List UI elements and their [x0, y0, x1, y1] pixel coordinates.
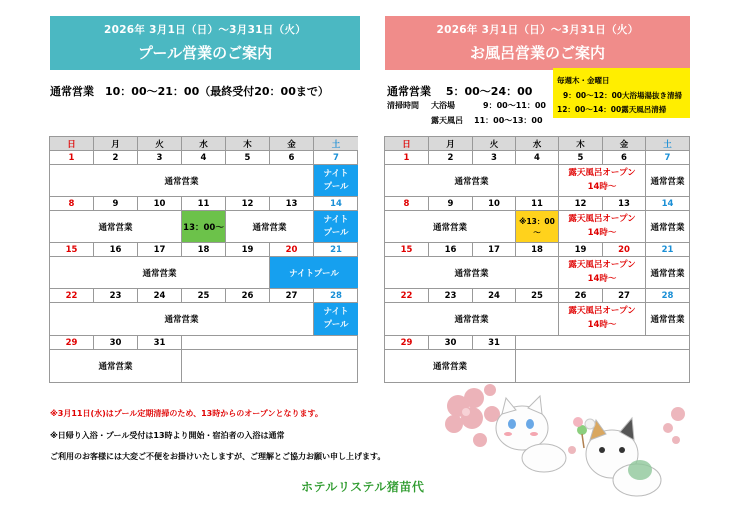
day-number: 21	[314, 243, 358, 257]
day-number: 10	[138, 197, 182, 211]
day-number: 24	[138, 289, 182, 303]
roten-label-a: 露天風呂オープン	[568, 213, 636, 224]
day-number: 31	[138, 336, 182, 350]
pool-banner	[50, 16, 360, 70]
weekday-mon: 月	[429, 137, 473, 151]
night-pool-cell	[314, 165, 358, 197]
weekday-thu: 木	[559, 137, 603, 151]
day-number: 17	[138, 243, 182, 257]
weekday-thu: 木	[226, 137, 270, 151]
day-number: 6	[603, 151, 646, 165]
day-number: 31	[473, 336, 516, 350]
bath-normal-span: 通常営業	[385, 165, 559, 197]
note-pool-cleaning: ※3月11日(水)はプール定期清掃のため、13時からのオープンとなります。	[50, 409, 323, 418]
weekday-mon: 月	[94, 137, 138, 151]
pool-normal-span: 通常営業	[50, 257, 270, 289]
day-number: 22	[50, 289, 94, 303]
roten-label-b: 14時～	[587, 320, 617, 330]
day-number: 7	[646, 151, 689, 165]
day-number: 16	[429, 243, 473, 257]
day-number: 25	[516, 289, 559, 303]
day-number: 20	[270, 243, 314, 257]
day-number: 20	[603, 243, 646, 257]
bath-normal-span: 通常営業	[385, 350, 516, 382]
bath-normal-span: 通常営業	[646, 303, 689, 336]
note-reception: ※日帰り入浴・プール受付は13時より開始・宿泊者の入浴は通常	[50, 431, 285, 440]
roten-open-cell	[559, 165, 646, 197]
bath-date-range: 2026年 3月1日（日）～3月31日（火）	[436, 24, 639, 36]
pool-hours: 通常営業 10：00～21：00（最終受付20：00まで）	[50, 85, 329, 98]
pool-date-range: 2026年 3月1日（日）～3月31日（火）	[103, 24, 306, 36]
day-number: 8	[385, 197, 429, 211]
day-number: 26	[226, 289, 270, 303]
day-number: 5	[559, 151, 603, 165]
night-label-a: ナイト	[323, 214, 349, 225]
day-number: 30	[429, 336, 473, 350]
day-number: 6	[270, 151, 314, 165]
day-number: 29	[385, 336, 429, 350]
day-number: 9	[94, 197, 138, 211]
day-number: 25	[182, 289, 226, 303]
empty-cell	[182, 350, 358, 382]
day-number: 18	[182, 243, 226, 257]
day-number: 21	[646, 243, 689, 257]
roten-label-a: 露天風呂オープン	[568, 259, 636, 270]
pool-normal-span: 通常営業	[50, 350, 182, 382]
day-number: 29	[50, 336, 94, 350]
day-number: 27	[270, 289, 314, 303]
pool-normal-span: 通常営業	[50, 211, 182, 243]
day-number: 19	[559, 243, 603, 257]
day-number: 13	[270, 197, 314, 211]
day-number: 13	[603, 197, 646, 211]
bath-late-open-cell: ※13：00～	[516, 211, 559, 243]
cleaning-notice	[553, 68, 690, 118]
day-number: 19	[226, 243, 270, 257]
day-number: 8	[50, 197, 94, 211]
roten-label-a: 露天風呂オープン	[568, 167, 636, 178]
clean-place-2: 露天風呂	[431, 116, 463, 125]
day-number: 7	[314, 151, 358, 165]
roten-open-cell	[559, 303, 646, 336]
weekday-tue: 火	[138, 137, 182, 151]
day-number: 28	[646, 289, 689, 303]
day-number: 1	[385, 151, 429, 165]
cleaning-notice-line-3: 12：00～14：00露天風呂清掃	[557, 105, 667, 114]
night-label-b: プール	[323, 320, 349, 330]
bath-normal-span: 通常営業	[385, 211, 516, 243]
pool-normal-span: 通常営業	[50, 303, 314, 336]
weekday-fri: 金	[603, 137, 646, 151]
weekday-sun: 日	[50, 137, 94, 151]
day-number: 23	[94, 289, 138, 303]
day-number: 26	[559, 289, 603, 303]
day-number: 4	[182, 151, 226, 165]
note-apology: ご利用のお客様には大変ご不便をお掛けいたしますが、ご理解とご協力お願い申し上げます。	[50, 452, 386, 461]
day-number: 24	[473, 289, 516, 303]
clean-time-2: 11：00～13：00	[474, 116, 543, 125]
day-number: 10	[473, 197, 516, 211]
weekday-sat: 土	[314, 137, 358, 151]
roten-label-b: 14時～	[587, 181, 617, 192]
day-number: 11	[516, 197, 559, 211]
empty-cell	[182, 336, 358, 350]
day-number: 30	[94, 336, 138, 350]
bath-normal-span: 通常営業	[646, 257, 689, 289]
day-number: 28	[314, 289, 358, 303]
day-number: 22	[385, 289, 429, 303]
night-label-b: プール	[323, 227, 349, 238]
day-number: 16	[94, 243, 138, 257]
day-number: 14	[646, 197, 689, 211]
weekday-wed: 水	[182, 137, 226, 151]
day-number: 2	[94, 151, 138, 165]
clean-label: 清掃時間	[387, 101, 419, 110]
day-number: 9	[429, 197, 473, 211]
day-number: 11	[182, 197, 226, 211]
day-number: 23	[429, 289, 473, 303]
pool-title: プール営業のご案内	[137, 44, 273, 62]
night-pool-cell	[314, 303, 358, 336]
roten-open-cell	[559, 257, 646, 289]
roten-label-b: 14時～	[587, 273, 617, 284]
day-number: 12	[226, 197, 270, 211]
bath-title: お風呂営業のご案内	[469, 44, 605, 62]
roten-open-cell	[559, 211, 646, 243]
bath-calendar	[384, 136, 690, 383]
clean-time-1: 9：00～11：00	[483, 101, 546, 110]
pool-normal-span: 通常営業	[226, 211, 314, 243]
cleaning-notice-line-2: 9：00～12：00大浴場湯抜き清掃	[563, 91, 683, 100]
day-number: 1	[50, 151, 94, 165]
day-number: 27	[603, 289, 646, 303]
bath-normal-span: 通常営業	[385, 303, 559, 336]
day-number: 15	[50, 243, 94, 257]
day-number: 18	[516, 243, 559, 257]
pool-late-open-cell: 13：00～	[182, 211, 226, 243]
bath-normal-span: 通常営業	[646, 165, 689, 197]
night-label-a: ナイト	[323, 307, 349, 318]
weekday-sat: 土	[646, 137, 689, 151]
weekday-wed: 水	[516, 137, 559, 151]
bath-hours: 通常営業 5：00～24：00	[387, 85, 533, 98]
day-number: 5	[226, 151, 270, 165]
day-number: 14	[314, 197, 358, 211]
clean-place-1: 大浴場	[431, 101, 455, 110]
pool-calendar	[49, 136, 358, 383]
bath-normal-span: 通常営業	[646, 211, 689, 243]
day-number: 3	[138, 151, 182, 165]
night-label-a: ナイト	[323, 168, 349, 179]
weekday-tue: 火	[473, 137, 516, 151]
cat-illustration	[432, 384, 692, 504]
bath-normal-span: 通常営業	[385, 257, 559, 289]
night-pool-cell: ナイトプール	[270, 257, 358, 289]
day-number: 4	[516, 151, 559, 165]
day-number: 17	[473, 243, 516, 257]
night-pool-cell	[314, 211, 358, 243]
day-number: 2	[429, 151, 473, 165]
empty-cell	[516, 350, 689, 382]
pool-normal-span: 通常営業	[50, 165, 314, 197]
day-number: 3	[473, 151, 516, 165]
roten-label-a: 露天風呂オープン	[568, 306, 636, 317]
day-number: 15	[385, 243, 429, 257]
weekday-sun: 日	[385, 137, 429, 151]
day-number: 12	[559, 197, 603, 211]
hotel-name: ホテルリステル猪苗代	[301, 480, 425, 494]
empty-cell	[516, 336, 689, 350]
cleaning-notice-line-1: 毎週木・金曜日	[557, 76, 610, 85]
night-label-b: プール	[323, 181, 349, 192]
roten-label-b: 14時～	[587, 227, 617, 238]
weekday-fri: 金	[270, 137, 314, 151]
bath-banner	[385, 16, 690, 70]
